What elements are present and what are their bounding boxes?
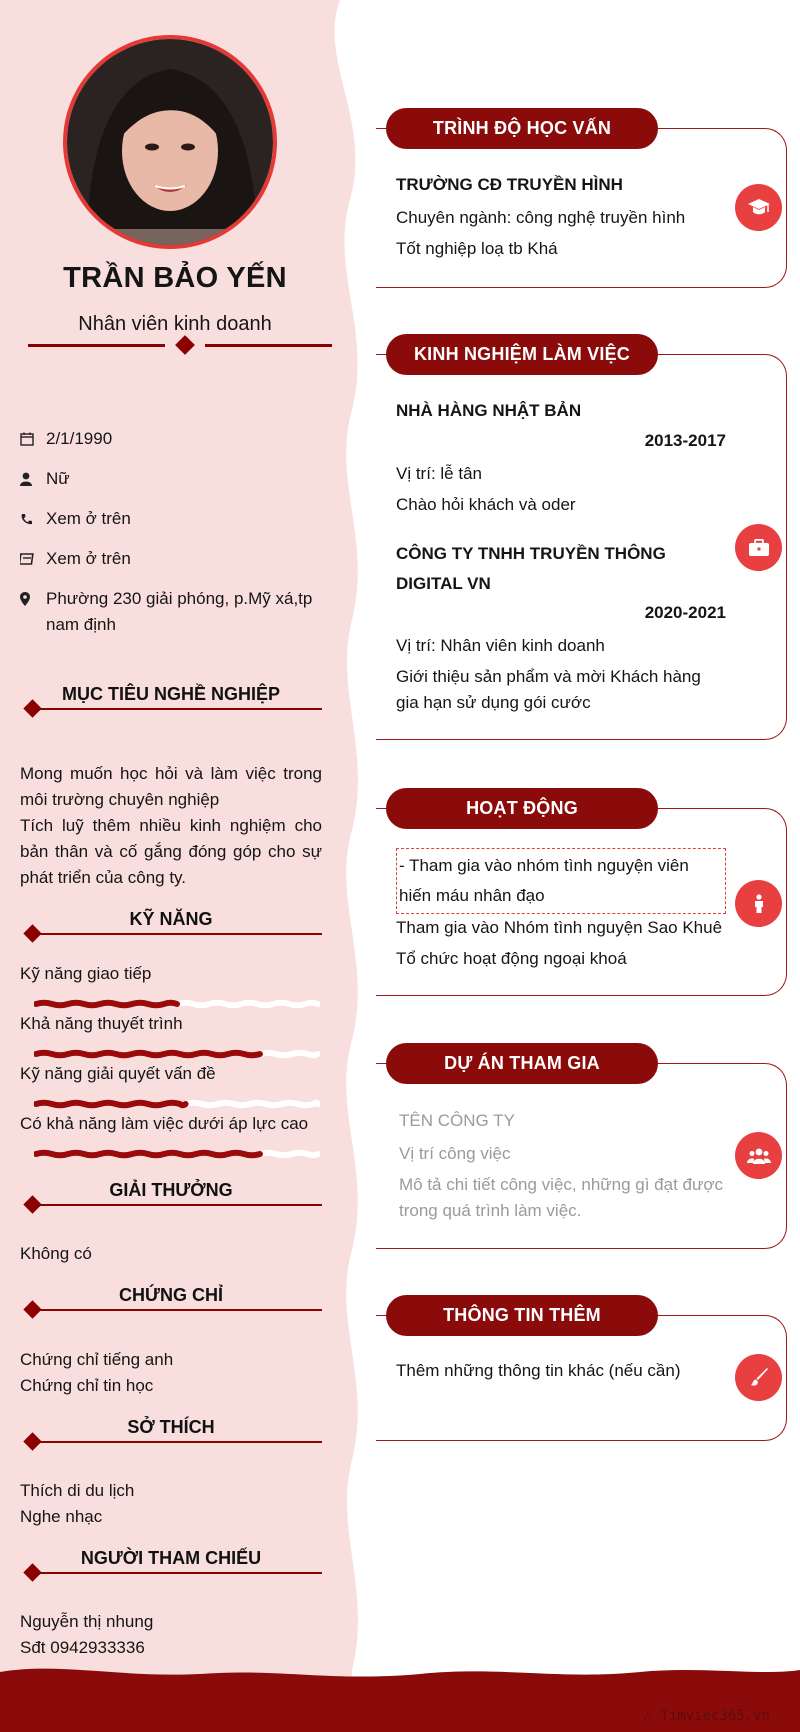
skill-label: Có khả năng làm việc dưới áp lực cao [20,1114,309,1133]
briefcase-icon [735,524,782,571]
skill-bar-fill [36,1053,260,1056]
certificates-heading-label: CHỨNG CHỈ [119,1285,223,1305]
skill-bar-remaining [177,1003,318,1006]
references-heading-label: NGƯỜI THAM CHIẾU [80,1548,262,1568]
info-gender [20,466,330,492]
avatar [63,35,277,249]
skill-bar-graphic [34,1049,320,1059]
reference-phone: Sđt 0942933336 [20,1638,145,1657]
user-icon [20,466,46,492]
job-description: Chào hỏi khách và oder [396,495,576,514]
skill-bar-remaining [186,1103,318,1106]
activity-item: Tham gia vào Nhóm tình nguyện Sao Khuê [396,918,723,937]
projects-heading: DỰ ÁN THAM GIA [386,1043,658,1084]
awards-text: Không có [20,1244,92,1263]
heading-rule [32,1309,322,1311]
heading-rule [32,1572,322,1574]
group-icon [735,1132,782,1179]
info-phone [20,506,330,532]
job-description: Giới thiệu sản phẩm và mời Khách hàng gia hạn sử dụng gói cước [396,667,701,712]
awards-heading [20,1180,322,1208]
heading-rule [32,1441,322,1443]
person-icon [735,880,782,927]
job-company: CÔNG TY TNHH TRUYỀN THÔNG DIGITAL VN [396,544,666,593]
awards-heading-label: GIẢI THƯỞNG [109,1180,233,1200]
objective-heading-label: MỤC TIÊU NGHỀ NGHIỆP [61,684,280,704]
birthday-value: 2/1/1990 [46,429,113,448]
skill-bar-remaining [260,1153,318,1156]
extra-info-heading: THÔNG TIN THÊM [386,1295,658,1336]
skill-bar-fill [36,1153,260,1156]
certificate-item: Chứng chỉ tin học [20,1376,154,1395]
skill-bar [34,996,320,1006]
info-birthday [20,426,330,452]
heading-rule [32,708,322,710]
brush-icon [735,1354,782,1401]
objective-heading [20,684,322,712]
project-description-placeholder[interactable]: Mô tả chi tiết công việc, những gì đạt được trong quá trình làm việc. [399,1175,724,1220]
gender-value: Nữ [46,469,70,488]
skill-bar [34,1146,320,1156]
education-school: TRƯỜNG CĐ TRUYỀN HÌNH [396,175,623,194]
info-address [20,586,330,638]
objective-text: Mong muốn học hỏi và làm việc trong môi trường chuyên nghiệp Tích luỹ thêm nhiều kinh nghiệm cho bản thân và cố gắng đóng góp cho sự phát triển của công ty. [20,764,322,887]
skill-bar [34,1046,320,1056]
skill-bar-graphic [34,1149,320,1159]
address-value: Phường 230 giải phóng, p.Mỹ xá,tp nam định [46,589,313,634]
hobby-item: Nghe nhạc [20,1507,103,1526]
activity-item: Tổ chức hoạt động ngoại khoá [396,949,627,968]
job-position: Vị trí: Nhân viên kinh doanh [396,636,605,655]
experience-heading: KINH NGHIỆM LÀM VIỆC [386,334,658,375]
candidate-name: TRẦN BẢO YẾN [63,262,287,294]
certificates-heading [20,1285,322,1313]
skill-label: Kỹ năng giao tiếp [20,964,152,983]
references-heading [20,1548,322,1576]
phone-icon [20,506,46,532]
skill-bar-graphic [34,999,320,1009]
skills-heading-label: KỸ NĂNG [129,909,213,929]
skill-bar-fill [36,1103,186,1106]
job-title: Nhân viên kinh doanh [78,313,272,335]
project-company-placeholder[interactable]: TÊN CÔNG TY [399,1111,515,1130]
job-company: NHÀ HÀNG NHẬT BẢN [396,401,582,420]
project-position-placeholder[interactable]: Vị trí công việc [399,1144,511,1163]
skill-bar [34,1096,320,1106]
job-period: 2020-2021 [644,603,726,622]
skill-bar-remaining [260,1053,318,1056]
graduation-cap-icon [735,184,782,231]
skill-bar-fill [36,1003,177,1006]
skill-bar-graphic [34,1099,320,1109]
certificate-item: Chứng chỉ tiếng anh [20,1350,174,1369]
info-email [20,546,330,572]
heading-rule [32,933,322,935]
job-position: Vị trí: lễ tân [396,464,482,483]
email-icon [20,546,46,572]
location-pin-icon [20,586,46,612]
education-major: Chuyên ngành: công nghệ truyền hình [396,208,686,227]
skill-label: Khả năng thuyết trình [20,1014,183,1033]
education-grade: Tốt nghiệp loạ tb Khá [396,239,558,258]
activities-heading: HOẠT ĐỘNG [386,788,658,829]
job-period: 2013-2017 [644,431,726,450]
activity-item[interactable]: - Tham gia vào nhóm tình nguyện viên hiến máu nhân đạo [396,848,726,914]
hobbies-heading [20,1417,322,1445]
hobby-item: Thích di du lịch [20,1481,135,1500]
phone-value: Xem ở trên [46,509,131,528]
heading-rule [32,1204,322,1206]
calendar-icon [20,426,46,452]
hobbies-heading-label: SỞ THÍCH [127,1417,215,1437]
education-heading: TRÌNH ĐỘ HỌC VẤN [386,108,658,149]
watermark: ∴ Timviec365.vn [643,1708,770,1724]
email-value: Xem ở trên [46,549,131,568]
skills-heading [20,909,322,937]
reference-name: Nguyễn thị nhung [20,1612,154,1631]
extra-info-text: Thêm những thông tin khác (nếu cần) [396,1361,681,1380]
skill-label: Kỹ năng giải quyết vấn đề [20,1064,216,1083]
